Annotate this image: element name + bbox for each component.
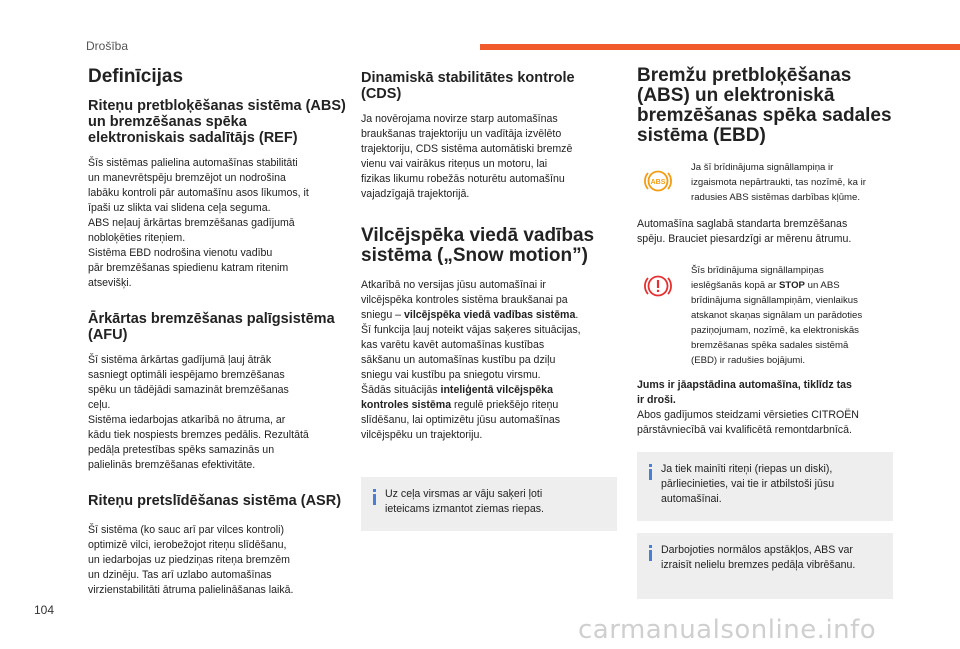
text-line: pārliecinieties, vai tie ir atbilstoši jūsu (661, 478, 835, 490)
text-line: virzienstabilitāti ātruma palielināšanas laikā. (88, 584, 294, 596)
text-line: spēku un tādējādi samazināt bremzēšanas (88, 384, 289, 396)
column-abs-ebd (637, 66, 893, 599)
abs-vibration-note (637, 533, 893, 599)
text-line: braukšanas trajektoriju un vadītāja izvēlēto (361, 128, 562, 140)
text-line: Sistēma iedarbojas atkarībā no ātruma, ar (88, 414, 286, 426)
text-line: Automašīna saglabā standarta bremzēšanas (637, 218, 848, 230)
text-line: sasniegt optimāli iespējamo bremzēšanas (88, 369, 285, 381)
info-icon (647, 464, 655, 480)
text-line: trajektoriju, CDS sistēma automātiski bremzē (361, 143, 573, 155)
info-icon (647, 545, 655, 561)
text-line: izgaismota nepārtraukti, tas nozīmē, ka ir (691, 177, 866, 188)
text-line: ABS neļauj ārkārtas bremzēšanas gadījumā (88, 217, 295, 229)
text-line: Ja šī brīdinājuma signāllampiņa ir (691, 162, 834, 173)
abs-warning-icon (643, 166, 673, 196)
accent-bar (480, 44, 960, 50)
abs-fault-text (637, 217, 893, 247)
text-line (691, 278, 893, 293)
text-line: (EBD) ir radušies bojājumi. (691, 355, 806, 366)
text-line: optimizē vilci, ierobežojot riteņu slīdēšanu, (88, 539, 287, 551)
text-line: automašīnai. (661, 493, 722, 505)
afu-heading: Ārkārtas bremzēšanas palīgsistēma (AFU) (88, 311, 335, 343)
section-label: Drošība (86, 39, 129, 53)
text-line (361, 398, 617, 413)
text-line: un manevrētspēju bremzējot un nodrošina (88, 172, 286, 184)
text-line: kādu tiek nospiests bremzes pedālis. Rezultātā (88, 429, 309, 441)
info-icon (371, 489, 379, 505)
text-line: ieteicams izmantot ziemas riepas. (385, 503, 544, 515)
text-fragment: ieslēgšanās kopā ar (691, 280, 779, 291)
text-line: Šī sistēma (ko sauc arī par vilces kontroli) (88, 524, 285, 536)
text-line: fizikas likumu robežās noturētu automašīnu (361, 173, 565, 185)
text-line: Ja tiek mainīti riteņi (riepas un diski), (661, 463, 833, 475)
text-line: sniegu vai kustību pa sniegotu virsmu. (361, 369, 541, 381)
abs-warning-block (637, 160, 893, 205)
page-title: Definīcijas (88, 66, 184, 87)
text-line (637, 378, 893, 393)
text-line: vienu vai vairākus riteņus un motoru, lai (361, 158, 548, 170)
text-line: Sistēma EBD nodrošina vienotu vadību (88, 247, 273, 259)
text-line: Darbojoties normālos apstākļos, ABS var (661, 544, 853, 556)
text-line (361, 308, 617, 323)
text-line: slīdēšanu, lai optimizētu jūsu automašīnas (361, 414, 561, 426)
text-line: brīdinājuma signāllampiņām, vienlaikus (691, 295, 858, 306)
text-fragment: sniegu – (361, 309, 404, 321)
abs-ref-heading: Riteņu pretbloķēšanas sistēma (ABS) un bremzēšanas spēka elektroniskais sadalītājs (REF) (88, 98, 346, 146)
text-line: labāku kontroli pār automašīnu asos līkumos, it (88, 187, 309, 199)
watermark: carmanualsonline.info (578, 615, 877, 645)
text-line: bremzēšanas spēka sadales sistēmā (691, 340, 849, 351)
text-fragment: Šādās situācijās (361, 384, 441, 396)
text-line: izraisīt nelielu bremzes pedāļa vibrēšanu. (661, 559, 856, 571)
abs-ref-text (88, 156, 346, 291)
bold-term: vilcējspēka viedā vadības sistēma (404, 309, 576, 321)
brake-warning-icon (643, 271, 673, 301)
stop-vehicle-text (637, 378, 893, 438)
snow-motion-heading: Vilcējspēka viedā vadības sistēma („Snow motion”) (361, 225, 595, 266)
text-line: Šī sistēma ārkārtas gadījumā ļauj ātrāk (88, 354, 272, 366)
bold-term: Jums ir jāapstādina automašīna, tiklīdz tas (637, 379, 852, 391)
text-line: sākšanu un automašīnas kustību pa dziļu (361, 354, 556, 366)
text-line: pār bremzēšanas spiedienu katram ritenim (88, 262, 289, 274)
bold-term: STOP (779, 280, 805, 291)
text-fragment: regulē priekšējo riteņu (451, 399, 559, 411)
text-line: radusies ABS sistēmas darbības kļūme. (691, 192, 861, 203)
text-line: ceļu. (88, 399, 111, 411)
text-line: paziņojumam, nozīmē, ka elektroniskās (691, 325, 859, 336)
text-line: pārstāvniecībā vai kvalificētā remontdarbnīcā. (637, 424, 852, 436)
text-line: Atkarībā no versijas jūsu automašīnai ir (361, 279, 546, 291)
asr-text (88, 523, 346, 598)
text-line: un iedarbojas uz piedziņas riteņa bremzēm (88, 554, 290, 566)
text-fragment: un ABS (804, 280, 840, 291)
wheel-change-note (637, 452, 893, 521)
abs-icon-text: ABS (650, 179, 666, 186)
text-line: atsevišķi. (88, 277, 132, 289)
text-line: kas varētu kavēt automašīnas kustības (361, 339, 545, 351)
text-line: palielinās bremzēšanas efektivitāte. (88, 459, 256, 471)
cds-text (361, 112, 617, 202)
text-line: vilcējspēka kontroles sistēma braukšanai pa (361, 294, 568, 306)
text-line: Šīs brīdinājuma signāllampiņas (691, 265, 824, 276)
snow-motion-text (361, 278, 617, 443)
cds-heading: Dinamiskā stabilitātes kontrole (CDS) (361, 70, 575, 102)
text-line: vilcējspēku un trajektoriju. (361, 429, 483, 441)
text-line (361, 383, 617, 398)
bold-term: kontroles sistēma (361, 399, 452, 411)
text-line: vajadzīgajā trajektorijā. (361, 188, 470, 200)
column-definitions (88, 66, 346, 598)
text-line: Abos gadījumos steidzami vērsieties CITROËN (637, 409, 859, 421)
text-line: nobloķēties riteņiem. (88, 232, 186, 244)
text-line: Šī funkcija ļauj noteikt vājas saķeres situācijas, (361, 324, 581, 336)
column-stability (361, 70, 617, 531)
afu-text (88, 353, 346, 473)
text-line: Šīs sistēmas palielina automašīnas stabilitāti (88, 157, 298, 169)
page-number: 104 (34, 603, 55, 617)
text-fragment: . (575, 309, 579, 321)
text-line: Ja novērojama novirze starp automašīnas (361, 113, 558, 125)
text-line (637, 393, 893, 408)
bold-term: inteliģentā vilcējspēka (440, 384, 553, 396)
bold-term: ir droši. (637, 394, 676, 406)
ebd-warning-block (637, 263, 893, 368)
text-line: pedāļa pretestības spēks samazinās un (88, 444, 275, 456)
text-line: un dzinēju. Tas arī uzlabo automašīnas (88, 569, 272, 581)
abs-ebd-heading: Bremžu pretbloķēšanas (ABS) un elektroniskā bremzēšanas spēka sadales sistēma (EBD) (637, 65, 892, 146)
asr-heading: Riteņu pretslīdēšanas sistēma (ASR) (88, 493, 342, 509)
text-line: spēju. Brauciet piesardzīgi ar mērenu ātrumu. (637, 233, 852, 245)
winter-tyres-note (361, 477, 617, 531)
text-line: Uz ceļa virsmas ar vāju saķeri ļoti (385, 488, 543, 500)
text-line: īpaši uz slikta vai slidena ceļa seguma. (88, 202, 271, 214)
text-line: atskanot skaņas signālam un parādoties (691, 310, 863, 321)
